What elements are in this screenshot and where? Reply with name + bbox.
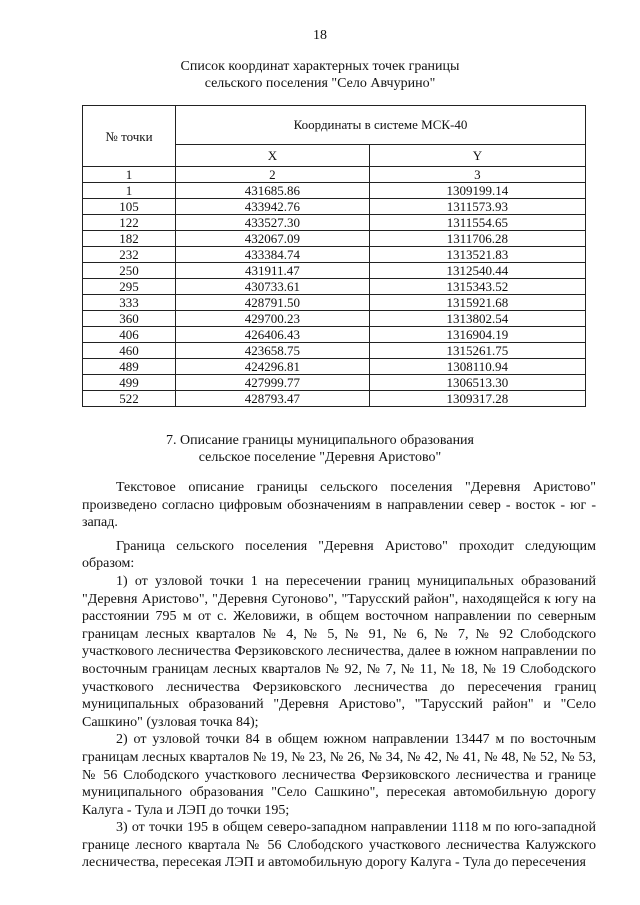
point-cell: 522 bbox=[83, 391, 176, 407]
y-cell: 1311573.93 bbox=[369, 199, 585, 215]
table-title-line1: Список координат характерных точек границы bbox=[180, 59, 460, 74]
y-cell: 1313521.83 bbox=[369, 247, 585, 263]
point-cell: 460 bbox=[83, 343, 176, 359]
table-row bbox=[83, 279, 586, 295]
y-cell: 1309199.14 bbox=[369, 183, 585, 199]
y-cell: 1316904.19 bbox=[369, 327, 585, 343]
table-body bbox=[83, 167, 586, 407]
paragraph: Граница сельского поселения "Деревня Аристово" проходит следующим образом: bbox=[82, 538, 596, 572]
table-title-line2: сельского поселения "Село Авчурино" bbox=[204, 76, 436, 91]
table-title bbox=[0, 58, 640, 92]
section-body bbox=[82, 479, 596, 872]
x-cell: 424296.81 bbox=[176, 359, 370, 375]
index-cell: 3 bbox=[369, 167, 585, 183]
point-cell: 250 bbox=[83, 263, 176, 279]
x-cell: 423658.75 bbox=[176, 343, 370, 359]
y-cell: 1315343.52 bbox=[369, 279, 585, 295]
x-cell: 431685.86 bbox=[176, 183, 370, 199]
x-cell: 427999.77 bbox=[176, 375, 370, 391]
point-cell: 182 bbox=[83, 231, 176, 247]
y-cell: 1308110.94 bbox=[369, 359, 585, 375]
column-header-point: № точки bbox=[83, 106, 176, 167]
table-row bbox=[83, 311, 586, 327]
x-cell: 432067.09 bbox=[176, 231, 370, 247]
point-cell: 360 bbox=[83, 311, 176, 327]
x-cell: 426406.43 bbox=[176, 327, 370, 343]
x-cell: 431911.47 bbox=[176, 263, 370, 279]
section-title-line1: 7. Описание границы муниципального образования bbox=[166, 433, 474, 448]
y-cell: 1309317.28 bbox=[369, 391, 585, 407]
point-cell: 295 bbox=[83, 279, 176, 295]
y-cell: 1315921.68 bbox=[369, 295, 585, 311]
table-row bbox=[83, 215, 586, 231]
paragraph: 1) от узловой точки 1 на пересечении границ муниципальных образований "Деревня Аристово", "Деревня Сугоново", "Тарусский район", находящейся к югу на расстоянии 795 м от с. Желовижи, в общем восточном направлении по северным границам лесных кварталов № 4, № 5, № 91, № 6, № 7, № 92 Слободского участкового лесничества Ферзиковского лесничества, далее в южном направлении по восточным границам лесных кварталов № 92, № 7, № 11, № 18, № 19 Слободского участкового лесничества Ферзиковского лесничества до пересечения границ муниципальных образований "Деревня Аристово", "Тарусский район" и "Село Сашкино" (узловая точка 84); bbox=[82, 573, 596, 730]
coordinates-table bbox=[82, 105, 586, 407]
y-cell: 1311706.28 bbox=[369, 231, 585, 247]
x-cell: 433384.74 bbox=[176, 247, 370, 263]
y-cell: 1312540.44 bbox=[369, 263, 585, 279]
x-cell: 428791.50 bbox=[176, 295, 370, 311]
point-cell: 489 bbox=[83, 359, 176, 375]
x-cell: 429700.23 bbox=[176, 311, 370, 327]
table-row bbox=[83, 199, 586, 215]
page-number: 18 bbox=[313, 28, 327, 43]
y-cell: 1315261.75 bbox=[369, 343, 585, 359]
table-row bbox=[83, 231, 586, 247]
column-header-y: Y bbox=[369, 144, 585, 166]
point-cell: 105 bbox=[83, 199, 176, 215]
index-cell: 2 bbox=[176, 167, 370, 183]
table-row bbox=[83, 183, 586, 199]
index-cell: 1 bbox=[83, 167, 176, 183]
table-row bbox=[83, 375, 586, 391]
point-cell: 499 bbox=[83, 375, 176, 391]
point-cell: 232 bbox=[83, 247, 176, 263]
paragraph: 2) от узловой точки 84 в общем южном направлении 13447 м по восточным границам лесных кварталов № 19, № 23, № 26, № 34, № 42, № 41, № 48, № 52, № 53, № 56 Слободского участкового лесничества Ферзиковского лесничества и границе муниципального образования "Село Сашкино", пересекая автомобильную дорогу Калуга - Тула и ЛЭП до точки 195; bbox=[82, 732, 596, 818]
index-row bbox=[83, 167, 586, 183]
paragraph: 3) от точки 195 в общем северо-западном направлении 1118 м по юго-западной границе лесного квартала № 56 Слободского участкового лесничества Калужского лесничества, пересекая ЛЭП и автомобильную дорогу Калуга - Тула до пересечения bbox=[82, 820, 596, 871]
section-title bbox=[0, 432, 640, 466]
point-cell: 122 bbox=[83, 215, 176, 231]
column-header-x: X bbox=[176, 144, 370, 166]
section-title-line2: сельское поселение "Деревня Аристово" bbox=[198, 450, 442, 465]
y-cell: 1306513.30 bbox=[369, 375, 585, 391]
x-cell: 433942.76 bbox=[176, 199, 370, 215]
table-row bbox=[83, 327, 586, 343]
y-cell: 1313802.54 bbox=[369, 311, 585, 327]
column-header-system: Координаты в системе МСК-40 bbox=[176, 106, 586, 145]
table-row bbox=[83, 359, 586, 375]
table-row bbox=[83, 263, 586, 279]
point-cell: 406 bbox=[83, 327, 176, 343]
point-cell: 333 bbox=[83, 295, 176, 311]
table-row bbox=[83, 295, 586, 311]
y-cell: 1311554.65 bbox=[369, 215, 585, 231]
table-row bbox=[83, 247, 586, 263]
table-row bbox=[83, 391, 586, 407]
x-cell: 433527.30 bbox=[176, 215, 370, 231]
table-row bbox=[83, 343, 586, 359]
x-cell: 428793.47 bbox=[176, 391, 370, 407]
paragraph: Текстовое описание границы сельского поселения "Деревня Аристово" произведено согласно цифровым обозначениям в направлении север - восток - юг - запад. bbox=[82, 480, 596, 531]
point-cell: 1 bbox=[83, 183, 176, 199]
x-cell: 430733.61 bbox=[176, 279, 370, 295]
